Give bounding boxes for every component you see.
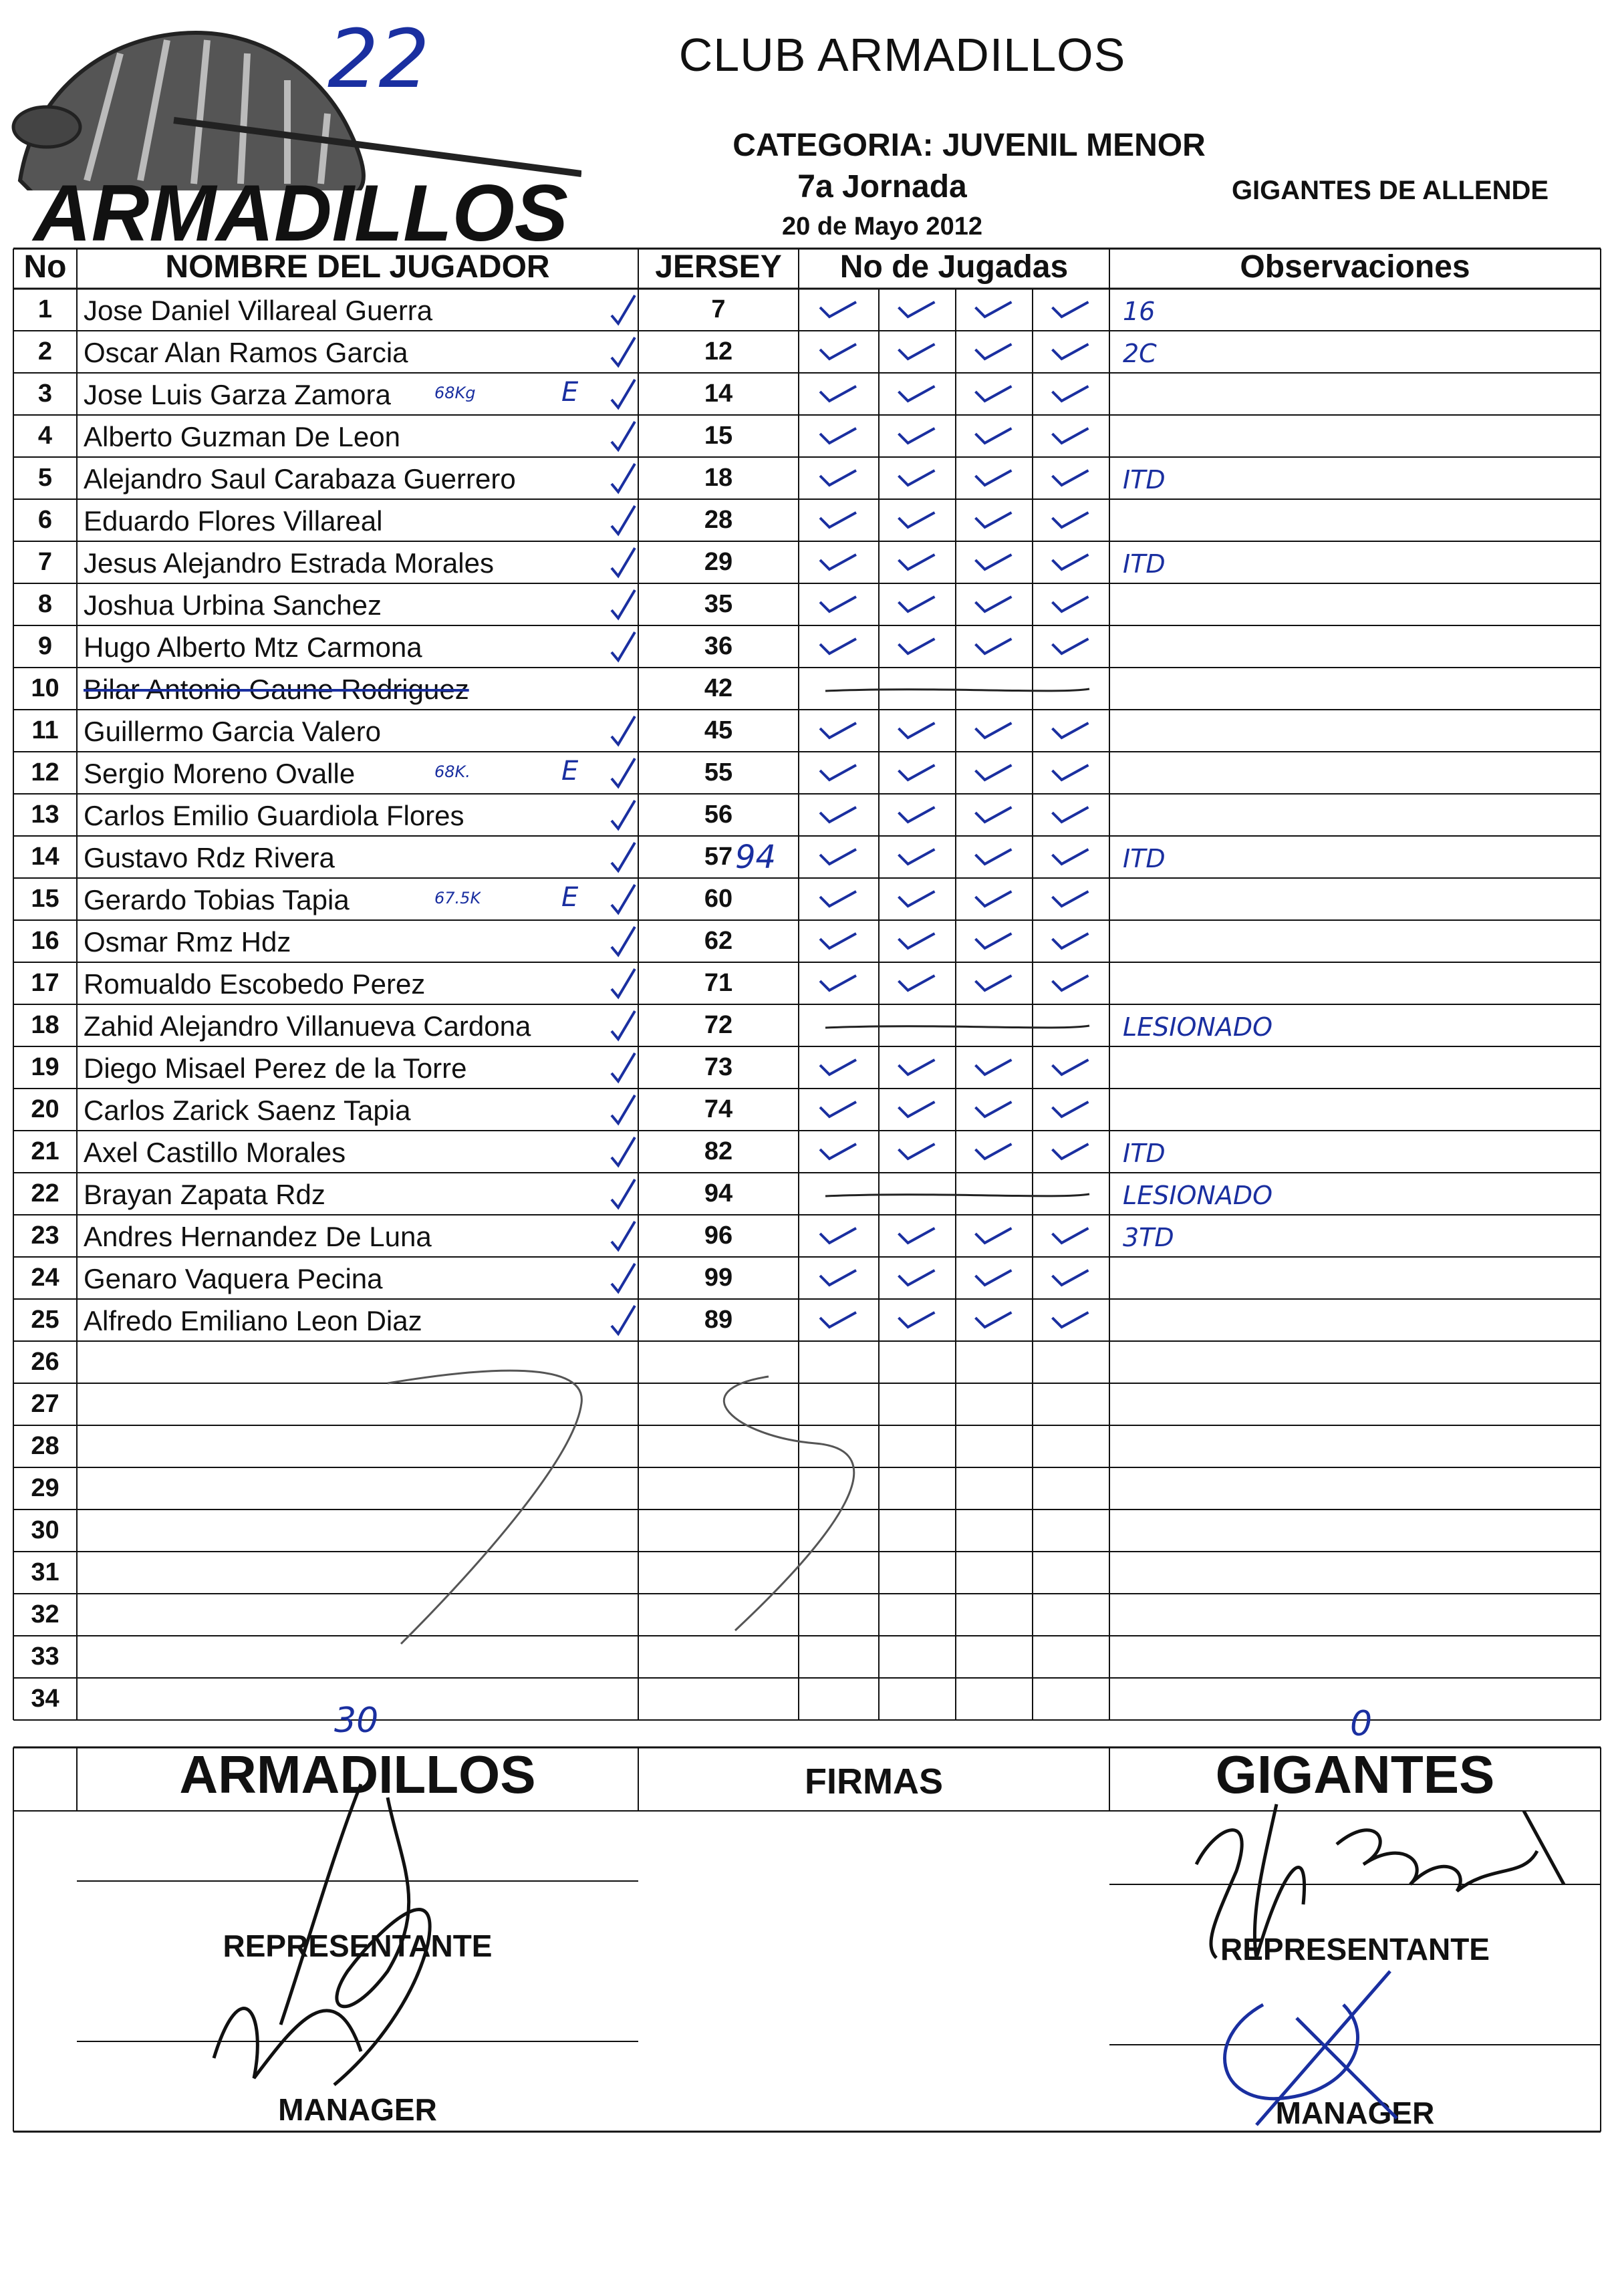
play-checkmark	[820, 1144, 856, 1159]
play-checkmark	[976, 976, 1012, 990]
player-name: Carlos Emilio Guardiola Flores	[84, 800, 464, 831]
col-header-jersey: JERSEY	[655, 249, 782, 285]
play-checkmark	[1053, 597, 1089, 611]
play-checkmark	[820, 1270, 856, 1285]
play-checkmark	[976, 428, 1012, 443]
player-name: Carlos Zarick Saenz Tapia	[84, 1095, 411, 1126]
jersey-number: 35	[704, 590, 733, 618]
row-number: 22	[31, 1179, 59, 1207]
play-checkmark	[899, 344, 935, 359]
player-name: Romualdo Escobedo Perez	[84, 968, 426, 1000]
play-checkmark	[976, 934, 1012, 948]
player-name: Eduardo Flores Villareal	[84, 505, 383, 537]
play-checkmark	[1053, 934, 1089, 948]
play-checkmark	[976, 597, 1012, 611]
play-checkmark	[1053, 555, 1089, 569]
play-checkmark	[976, 1270, 1012, 1285]
play-checkmark	[1053, 470, 1089, 485]
play-checkmark	[899, 639, 935, 654]
eligibility-flag: E	[561, 377, 579, 408]
row-number: 31	[31, 1558, 59, 1586]
row-number: 23	[31, 1222, 59, 1250]
player-name: Genaro Vaquera Pecina	[84, 1263, 383, 1294]
row-number: 1	[37, 295, 53, 323]
play-checkmark	[820, 891, 856, 906]
play-checkmark	[976, 891, 1012, 906]
row-number: 28	[31, 1432, 59, 1460]
row-number: 7	[37, 548, 53, 576]
row-number: 18	[31, 1011, 59, 1039]
jersey-number: 29	[704, 548, 733, 576]
jersey-number: 12	[704, 337, 733, 366]
play-checkmark	[1053, 513, 1089, 527]
play-checkmark	[976, 1144, 1012, 1159]
play-checkmark	[820, 555, 856, 569]
play-checkmark	[820, 428, 856, 443]
player-name: Gerardo Tobias Tapia	[84, 884, 350, 915]
play-checkmark	[820, 849, 856, 864]
player-name: Osmar Rmz Hdz	[84, 926, 291, 958]
jersey-number: 96	[704, 1222, 733, 1250]
play-checkmark	[820, 344, 856, 359]
play-checkmark	[899, 555, 935, 569]
play-checkmark	[899, 1270, 935, 1285]
play-checkmark	[820, 765, 856, 780]
weight-note: 68Kg	[434, 384, 476, 402]
jersey-number: 89	[704, 1306, 733, 1334]
play-checkmark	[976, 807, 1012, 822]
play-checkmark	[899, 428, 935, 443]
play-checkmark	[899, 723, 935, 738]
play-checkmark	[976, 344, 1012, 359]
row-number: 27	[31, 1390, 59, 1418]
jersey-number: 14	[704, 380, 733, 408]
play-checkmark	[899, 1312, 935, 1327]
jersey-number: 36	[704, 632, 733, 660]
row-number: 17	[31, 969, 59, 997]
play-checkmark	[820, 597, 856, 611]
jersey-number: 73	[704, 1053, 733, 1081]
round-label: 7a Jornada	[797, 169, 967, 204]
player-name: Alfredo Emiliano Leon Diaz	[84, 1305, 422, 1336]
player-name: Andres Hernandez De Luna	[84, 1221, 432, 1252]
play-checkmark	[976, 1102, 1012, 1117]
player-name: Alberto Guzman De Leon	[84, 421, 400, 452]
club-title: CLUB ARMADILLOS	[678, 29, 1126, 81]
play-checkmark	[899, 302, 935, 317]
observation-note: ITD	[1123, 1139, 1166, 1168]
col-header-no: No	[23, 249, 67, 285]
jersey-number: 94	[704, 1179, 733, 1207]
play-checkmark	[820, 639, 856, 654]
row-number: 5	[37, 464, 53, 492]
eligibility-flag: E	[561, 756, 579, 786]
row-number: 34	[31, 1685, 59, 1713]
handwritten-mark: 22	[327, 13, 430, 106]
play-checkmark	[820, 513, 856, 527]
play-checkmark	[820, 807, 856, 822]
jersey-number: 56	[704, 801, 733, 829]
home-representative-label: REPRESENTANTE	[223, 1928, 493, 1963]
player-name: Jesus Alejandro Estrada Morales	[84, 547, 494, 579]
player-name: Sergio Moreno Ovalle	[84, 758, 356, 789]
row-number: 2	[37, 337, 53, 366]
play-checkmark	[820, 1228, 856, 1243]
row-number: 19	[31, 1053, 59, 1081]
play-checkmark	[976, 302, 1012, 317]
row-number: 13	[31, 801, 59, 829]
jersey-number: 45	[704, 716, 733, 744]
no-plays-dash	[825, 689, 1089, 691]
home-score-note: 30	[334, 1701, 379, 1741]
no-plays-dash	[825, 1026, 1089, 1028]
weight-note: 68K.	[434, 762, 471, 781]
play-checkmark	[820, 1312, 856, 1327]
player-name: Jose Daniel Villareal Guerra	[84, 295, 433, 326]
home-team-heading: ARMADILLOS	[179, 1745, 536, 1804]
play-checkmark	[976, 1060, 1012, 1074]
row-number: 4	[37, 422, 53, 450]
row-number: 8	[37, 590, 53, 618]
observation-note: ITD	[1123, 844, 1166, 873]
row-number: 25	[31, 1306, 59, 1334]
home-signature	[187, 1771, 561, 2145]
row-number: 32	[31, 1600, 59, 1628]
play-checkmark	[976, 470, 1012, 485]
play-checkmark	[1053, 807, 1089, 822]
play-checkmark	[899, 807, 935, 822]
player-name: Jose Luis Garza Zamora	[84, 379, 391, 410]
player-name: Oscar Alan Ramos Garcia	[84, 337, 408, 368]
jersey-number: 57	[704, 843, 733, 871]
play-checkmark	[976, 765, 1012, 780]
play-checkmark	[820, 386, 856, 401]
row-number: 24	[31, 1264, 59, 1292]
logo-wordmark: ARMADILLOS	[33, 168, 568, 247]
play-checkmark	[820, 302, 856, 317]
play-checkmark	[1053, 1270, 1089, 1285]
play-checkmark	[820, 1060, 856, 1074]
jersey-number: 74	[704, 1095, 733, 1123]
row-number: 21	[31, 1137, 59, 1165]
play-checkmark	[1053, 639, 1089, 654]
jersey-number: 7	[711, 295, 726, 323]
signatures-heading: FIRMAS	[805, 1761, 943, 1802]
play-checkmark	[1053, 428, 1089, 443]
observation-note: 2C	[1123, 339, 1157, 368]
diagonal-cancel-scribbles	[361, 1363, 1096, 1664]
play-checkmark	[1053, 1228, 1089, 1243]
observation-note: 16	[1123, 297, 1156, 326]
row-number: 33	[31, 1642, 59, 1671]
row-number: 15	[31, 885, 59, 913]
play-checkmark	[976, 723, 1012, 738]
row-number: 6	[37, 506, 53, 534]
play-checkmark	[1053, 1144, 1089, 1159]
row-number: 14	[31, 843, 59, 871]
play-checkmark	[1053, 386, 1089, 401]
jersey-number: 82	[704, 1137, 733, 1165]
col-header-observations: Observaciones	[1240, 249, 1470, 285]
jersey-number: 99	[704, 1264, 733, 1292]
play-checkmark	[899, 386, 935, 401]
play-checkmark	[976, 513, 1012, 527]
away-team-heading: GIGANTES	[1215, 1745, 1495, 1804]
play-checkmark	[1053, 891, 1089, 906]
jersey-number: 15	[704, 422, 733, 450]
row-number: 29	[31, 1474, 59, 1502]
play-checkmark	[820, 1102, 856, 1117]
home-manager-label: MANAGER	[278, 2092, 437, 2127]
row-number: 30	[31, 1516, 59, 1544]
play-checkmark	[899, 513, 935, 527]
player-name: Alejandro Saul Carabaza Guerrero	[84, 463, 516, 494]
date-label: 20 de Mayo 2012	[782, 212, 982, 241]
play-checkmark	[1053, 765, 1089, 780]
opponent-label: GIGANTES DE ALLENDE	[1231, 176, 1549, 205]
away-signature	[1176, 1784, 1591, 2132]
observation-note: LESIONADO	[1123, 1181, 1273, 1210]
row-number: 20	[31, 1095, 59, 1123]
play-checkmark	[1053, 1102, 1089, 1117]
jersey-number: 18	[704, 464, 733, 492]
play-checkmark	[899, 891, 935, 906]
player-name: Diego Misael Perez de la Torre	[84, 1052, 467, 1084]
col-header-name: NOMBRE DEL JUGADOR	[165, 249, 550, 285]
row-number: 10	[31, 674, 59, 702]
player-name: Axel Castillo Morales	[84, 1137, 346, 1168]
player-name: Bilar Antonio Gaune Rodriguez	[84, 674, 469, 705]
jersey-number: 71	[704, 969, 733, 997]
player-name: Zahid Alejandro Villanueva Cardona	[84, 1010, 531, 1042]
row-number: 16	[31, 927, 59, 955]
play-checkmark	[1053, 849, 1089, 864]
no-plays-dash	[825, 1194, 1089, 1196]
player-name: Guillermo Garcia Valero	[84, 716, 382, 747]
jersey-number: 28	[704, 506, 733, 534]
play-checkmark	[1053, 976, 1089, 990]
observation-note: LESIONADO	[1123, 1012, 1273, 1042]
col-header-plays: No de Jugadas	[839, 249, 1069, 285]
play-checkmark	[820, 723, 856, 738]
observation-note: 3TD	[1123, 1223, 1174, 1252]
play-checkmark	[820, 934, 856, 948]
jersey-correction-note: 94	[735, 839, 777, 876]
away-manager-label: MANAGER	[1275, 2096, 1435, 2130]
player-name: Gustavo Rdz Rivera	[84, 842, 335, 873]
player-name: Joshua Urbina Sanchez	[84, 589, 382, 621]
play-checkmark	[1053, 1312, 1089, 1327]
play-checkmark	[1053, 723, 1089, 738]
row-number: 9	[37, 632, 53, 660]
observation-note: ITD	[1123, 465, 1166, 494]
eligibility-flag: E	[561, 882, 579, 913]
jersey-number: 55	[704, 758, 733, 786]
play-checkmark	[976, 1312, 1012, 1327]
player-name: Brayan Zapata Rdz	[84, 1179, 325, 1210]
play-checkmark	[899, 1102, 935, 1117]
play-checkmark	[899, 470, 935, 485]
play-checkmark	[976, 849, 1012, 864]
row-number: 11	[31, 716, 59, 744]
jersey-number: 42	[704, 674, 733, 702]
play-checkmark	[1053, 1060, 1089, 1074]
row-number: 3	[37, 380, 53, 408]
row-number: 12	[31, 758, 59, 786]
row-number: 26	[31, 1348, 59, 1376]
play-checkmark	[899, 765, 935, 780]
play-checkmark	[976, 1228, 1012, 1243]
play-checkmark	[899, 1228, 935, 1243]
jersey-number: 62	[704, 927, 733, 955]
play-checkmark	[820, 976, 856, 990]
play-checkmark	[899, 1060, 935, 1074]
play-checkmark	[899, 849, 935, 864]
play-checkmark	[976, 555, 1012, 569]
player-name: Hugo Alberto Mtz Carmona	[84, 631, 422, 663]
away-representative-label: REPRESENTANTE	[1220, 1932, 1490, 1967]
play-checkmark	[899, 597, 935, 611]
play-checkmark	[820, 470, 856, 485]
play-checkmark	[1053, 344, 1089, 359]
observation-note: ITD	[1123, 549, 1166, 579]
category-label: CATEGORIA: JUVENIL MENOR	[732, 128, 1206, 163]
away-score-note: 0	[1350, 1704, 1373, 1744]
play-checkmark	[976, 386, 1012, 401]
jersey-number: 60	[704, 885, 733, 913]
play-checkmark	[976, 639, 1012, 654]
weight-note: 67.5K	[434, 889, 481, 907]
play-checkmark	[899, 976, 935, 990]
play-checkmark	[899, 1144, 935, 1159]
play-checkmark	[899, 934, 935, 948]
jersey-number: 72	[704, 1011, 733, 1039]
play-checkmark	[1053, 302, 1089, 317]
